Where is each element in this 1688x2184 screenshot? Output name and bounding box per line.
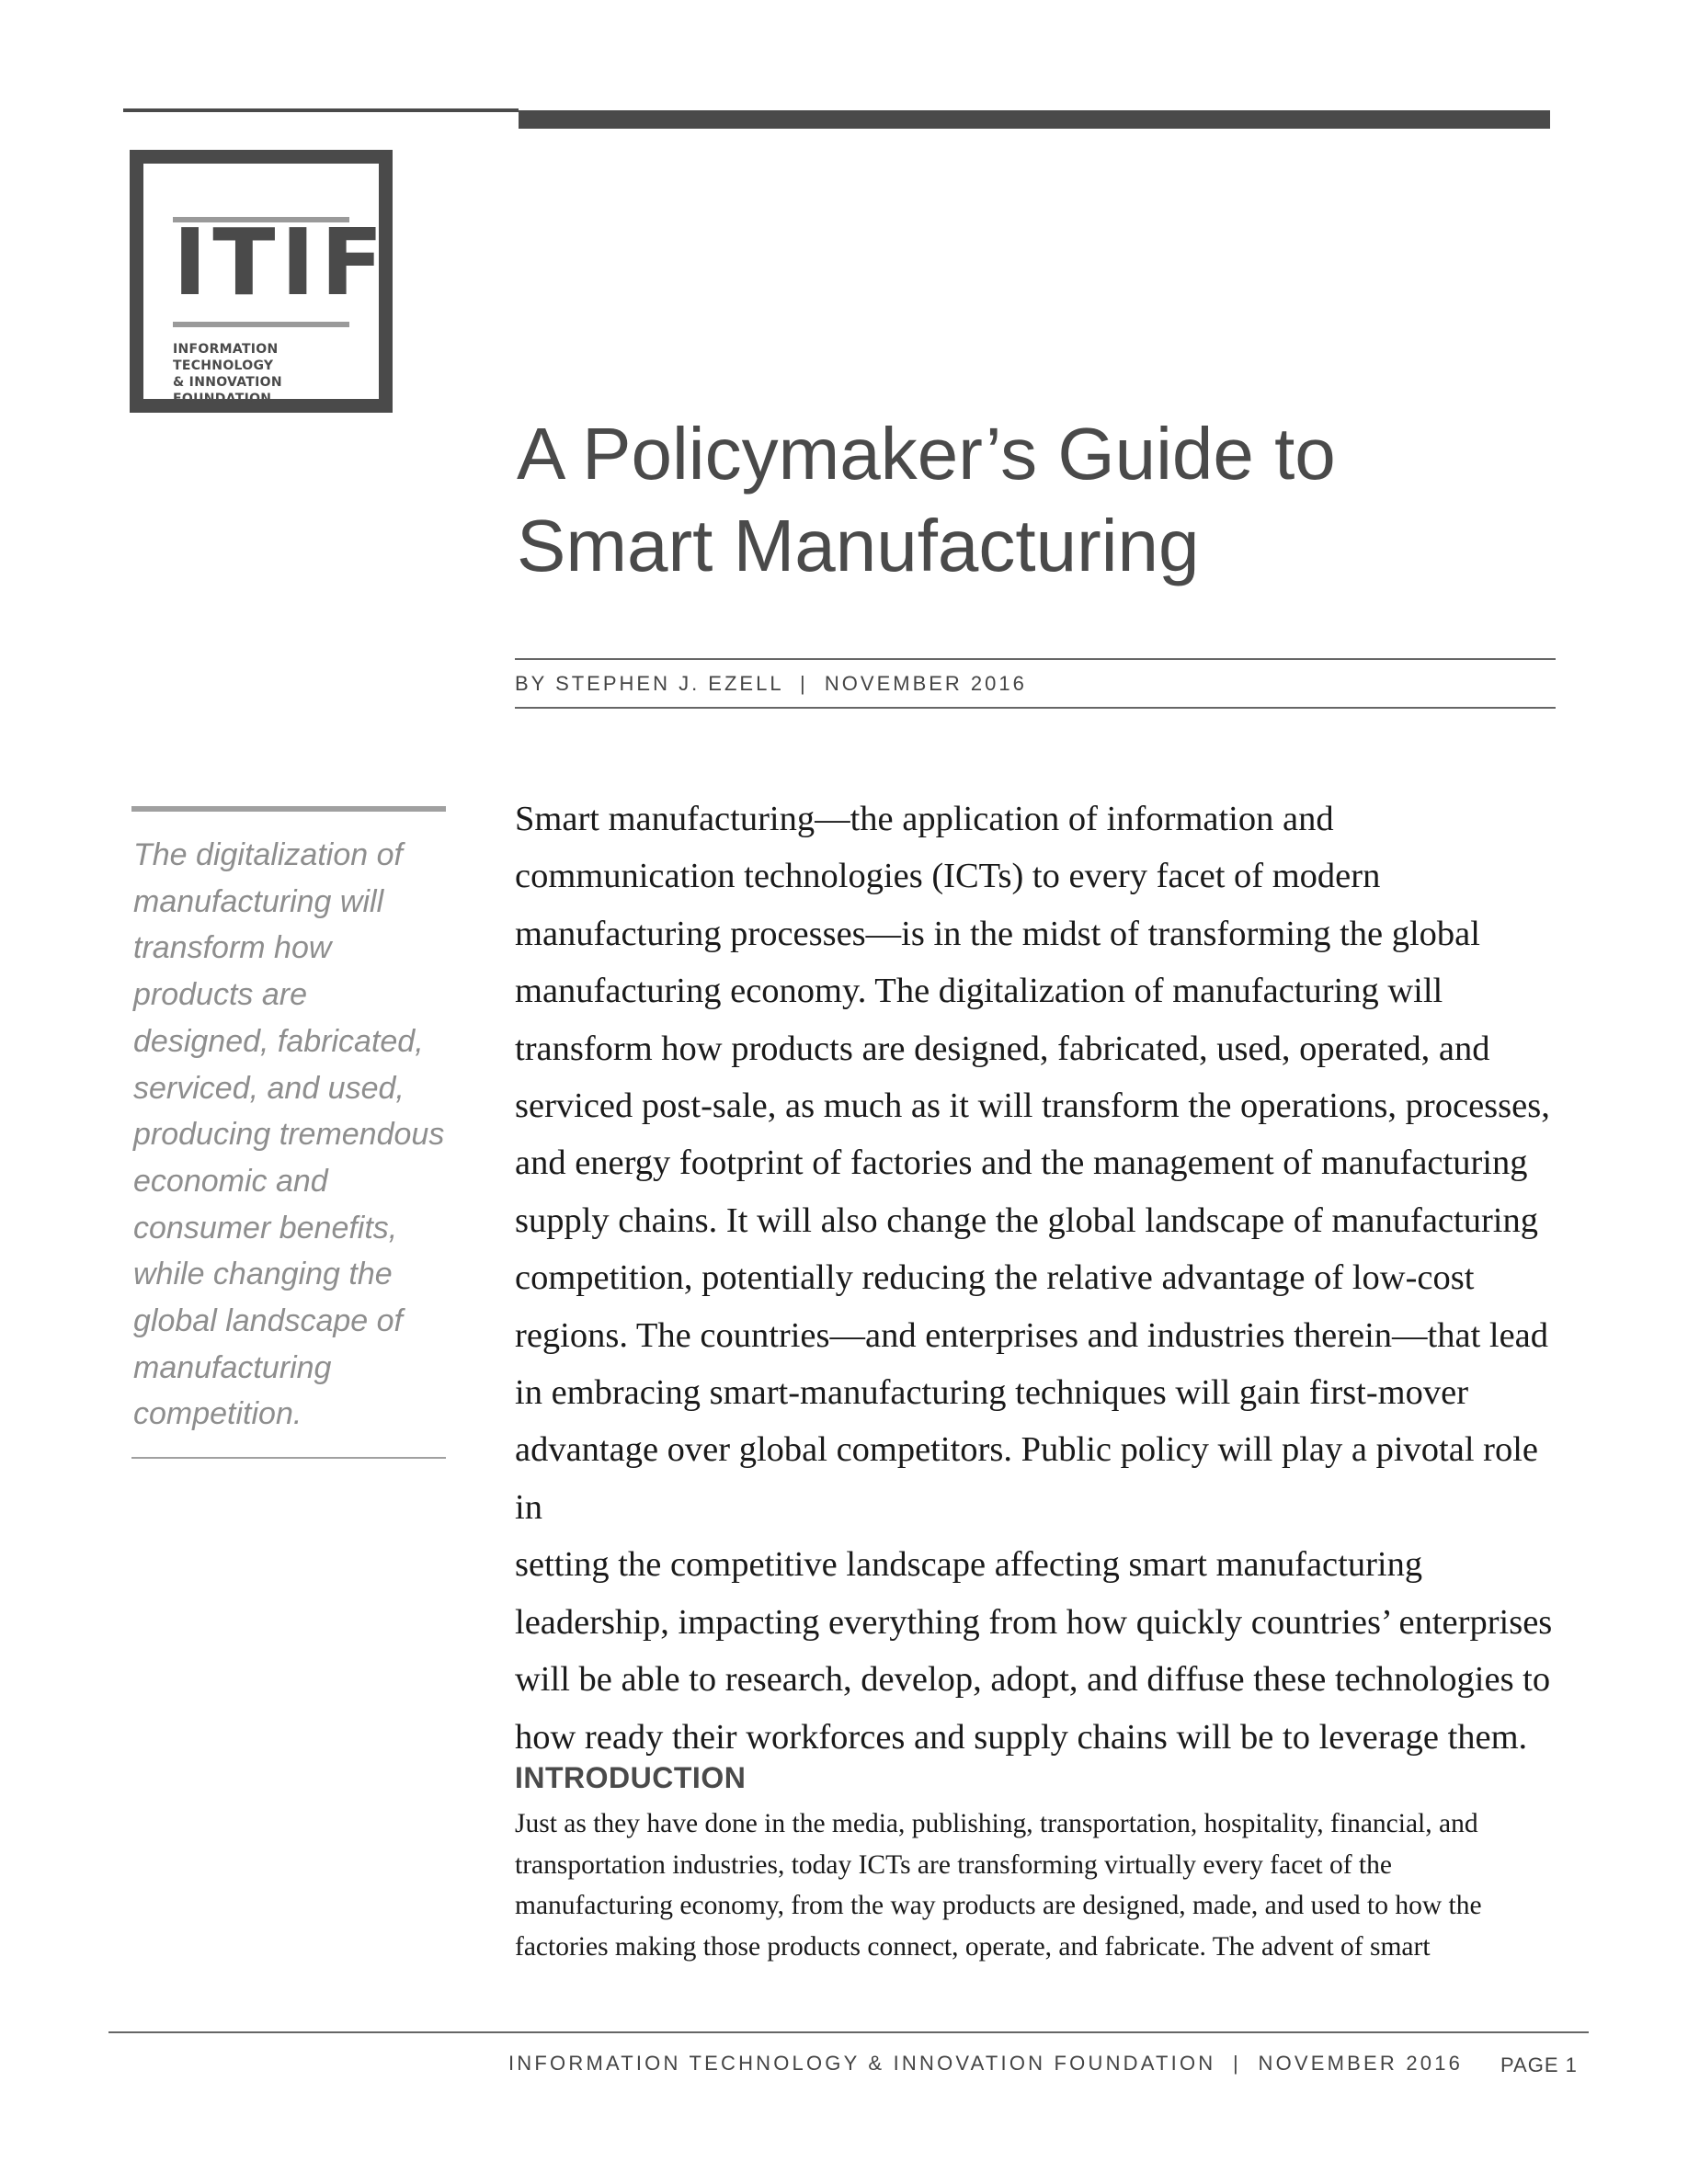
lead-paragraph	[515, 791, 1572, 1766]
intro-paragraph	[515, 1803, 1572, 1967]
lead-line: and energy footprint of factories and the management of manufacturing	[515, 1143, 1528, 1183]
pullquote-rule-bottom	[131, 1457, 446, 1459]
logo-rule-bottom	[173, 322, 349, 327]
byline-rule-bottom	[515, 707, 1556, 709]
pullquote-line: The digitalization of	[133, 837, 403, 872]
lead-line: in embracing smart-manufacturing techniques will gain first-mover	[515, 1373, 1469, 1413]
pullquote-line: economic and	[133, 1163, 328, 1199]
lead-line: manufacturing processes—is in the midst of transforming the global	[515, 914, 1480, 953]
pullquote-line: products are	[133, 977, 307, 1013]
footer-rule	[108, 2031, 1589, 2033]
pullquote-line: global landscape of	[133, 1303, 404, 1339]
lead-line: Smart manufacturing—the application of information and	[515, 800, 1334, 838]
header-rule-thick	[519, 110, 1550, 129]
footer-text: INFORMATION TECHNOLOGY & INNOVATION FOUNDATION | NOVEMBER 2016	[508, 2052, 1464, 2075]
logo-subtitle-line: & INNOVATION FOUNDATION	[173, 375, 282, 406]
lead-line: competition, potentially reducing the relative advantage of low-cost	[515, 1258, 1475, 1298]
pullquote-line: producing tremendous	[133, 1117, 445, 1153]
intro-line: Just as they have done in the media, publishing, transportation, hospitality, financial, and	[515, 1809, 1478, 1838]
title-line: A Policymaker’s Guide to	[517, 413, 1336, 495]
section-heading-introduction: INTRODUCTION	[515, 1761, 747, 1794]
pullquote-line: consumer benefits,	[133, 1210, 398, 1246]
pullquote-line: serviced, and used,	[133, 1070, 405, 1106]
pullquote-line: competition.	[133, 1396, 302, 1432]
lead-line: manufacturing economy. The digitalization of manufacturing will	[515, 972, 1443, 1011]
pullquote-line: transform how	[133, 930, 332, 966]
pullquote	[133, 832, 451, 1438]
intro-line: transportation industries, today ICTs are transforming virtually every facet of the	[515, 1849, 1392, 1880]
byline: BY STEPHEN J. EZELL | NOVEMBER 2016	[515, 672, 1027, 695]
byline-rule-top	[515, 658, 1556, 660]
title-line: Smart Manufacturing	[517, 505, 1200, 586]
intro-line: factories making those products connect, operate, and fabricate. The advent of smart	[515, 1931, 1431, 1962]
header-rule-thin	[123, 108, 519, 112]
lead-line: setting the competitive landscape affecting smart manufacturing	[515, 1545, 1423, 1585]
logo-subtitle-line: INFORMATION TECHNOLOGY	[173, 342, 279, 373]
pullquote-rule-top	[131, 806, 446, 812]
lead-line: serviced post-sale, as much as it will transform the operations, processes,	[515, 1086, 1550, 1126]
pullquote-line: manufacturing will	[133, 883, 384, 919]
lead-line: regions. The countries—and enterprises and industries therein—that lead	[515, 1315, 1549, 1355]
lead-line: advantage over global competitors. Public policy will play a pivotal role in	[515, 1430, 1539, 1527]
pullquote-line: designed, fabricated,	[133, 1023, 424, 1059]
lead-line: will be able to research, develop, adopt, and diffuse these technologies to	[515, 1660, 1551, 1700]
document-title	[517, 408, 1528, 592]
pullquote-line: while changing the	[133, 1257, 393, 1292]
lead-line: supply chains. It will also change the global landscape of manufacturing	[515, 1200, 1538, 1240]
lead-line: transform how products are designed, fabricated, used, operated, and	[515, 1029, 1490, 1068]
lead-line: leadership, impacting everything from how quickly countries’ enterprises	[515, 1602, 1553, 1642]
logo-mark: ITIF	[173, 209, 389, 316]
page-number: PAGE 1	[1500, 2053, 1578, 2076]
pullquote-line: manufacturing	[133, 1349, 332, 1385]
logo-subtitle	[173, 341, 366, 407]
itif-logo	[130, 150, 393, 413]
intro-line: manufacturing economy, from the way products are designed, made, and used to how the	[515, 1891, 1482, 1920]
lead-line: communication technologies (ICTs) to every facet of modern	[515, 857, 1381, 896]
lead-line: how ready their workforces and supply chains will be to leverage them.	[515, 1717, 1528, 1757]
